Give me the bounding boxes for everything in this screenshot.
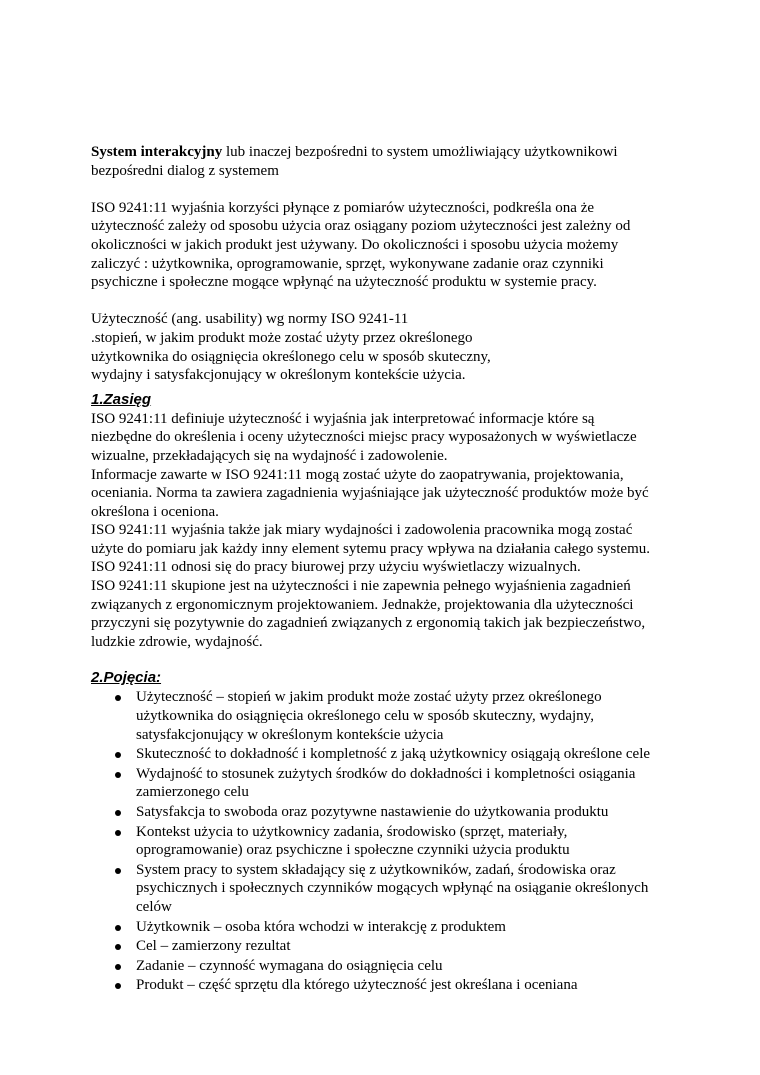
section-1-line: ISO 9241:11 skupione jest na użyteczności i nie zapewnia pełnego wyjaśnienia zagadnień xyxy=(91,578,631,595)
list-item xyxy=(91,765,681,802)
section-1-heading: 1.Zasięg xyxy=(91,390,152,408)
definition-paragraph xyxy=(91,310,681,384)
section-1-line: niezbędne do określenia i oceny użyteczności miejsc pracy wyposażonych w wyświetlacze xyxy=(91,429,637,446)
section-1-line: oceniania. Norma ta zawiera zagadnienia wyjaśniające jak użyteczność produktów może być xyxy=(91,485,649,502)
bullet-icon xyxy=(115,944,121,950)
iso-line: psychiczne i społeczne mogące wpłynąć na użyteczność produktu w systemie pracy. xyxy=(91,274,597,291)
bullet-icon xyxy=(115,868,121,874)
list-item-line: celów xyxy=(136,898,172,915)
definition-line: Użyteczność (ang. usability) wg normy ISO 9241-11 xyxy=(91,311,409,328)
bullet-icon xyxy=(115,830,121,836)
bullet-icon xyxy=(115,983,121,989)
iso-line: okoliczności w jakich produkt jest używany. Do okoliczności i sposobu użycia możemy xyxy=(91,236,619,253)
section-1-line: Informacje zawarte w ISO 9241:11 mogą zostać użyte do zaopatrywania, projektowania, xyxy=(91,466,624,483)
list-item-line: psychicznych i społecznych czynników mogących wpłynąć na osiąganie określonych xyxy=(136,880,649,897)
iso-line: użyteczność zależy od sposobu użycia oraz osiągany poziom użyteczności jest zależny od xyxy=(91,218,631,235)
list-item-line: Użytkownik – osoba która wchodzi w interakcję z produktem xyxy=(136,918,506,935)
list-item-line: oprogramowanie) oraz psychiczne i społeczne czynniki użycia produktu xyxy=(136,842,570,859)
list-item-line: zamierzonego celu xyxy=(136,784,249,801)
iso-paragraph xyxy=(91,199,681,292)
iso-line: zaliczyć : użytkownika, oprogramowanie, sprzęt, wykonywane zadanie oraz czynniki xyxy=(91,255,604,272)
intro-paragraph xyxy=(91,143,681,180)
list-item xyxy=(91,803,681,822)
list-item-line: System pracy to system składający się z użytkowników, zadań, środowiska oraz xyxy=(136,861,616,878)
list-item-line: Użyteczność – stopień w jakim produkt może zostać użyty przez określonego xyxy=(136,689,602,706)
intro-text-1: lub inaczej bezpośredni to system umożliwiający użytkownikowi xyxy=(222,144,618,160)
section-1-line: ludzkie zdrowie, wydajność. xyxy=(91,633,263,650)
bullet-icon xyxy=(115,810,121,816)
list-item-line: Satysfakcja to swoboda oraz pozytywne nastawienie do użytkowania produktu xyxy=(136,804,609,820)
section-1-line: przyczyni się pozytywnie do zagadnień związanych z ergonomią takich jak bezpieczeństwo, xyxy=(91,615,646,632)
intro-term: System interakcyjny xyxy=(91,144,223,160)
list-item xyxy=(91,918,681,937)
definition-line: wydajny i satysfakcjonujący w określonym kontekście użycia. xyxy=(91,367,466,384)
section-1-body xyxy=(91,410,681,652)
section-1-line: ISO 9241:11 definiuje użyteczność i wyjaśnia jak interpretować informacje które są xyxy=(91,410,595,427)
list-item xyxy=(91,976,681,995)
bullet-icon xyxy=(115,752,121,758)
list-item-line: Zadanie – czynność wymagana do osiągnięcia celu xyxy=(136,957,443,974)
list-item xyxy=(91,745,681,764)
section-1-line: wizualne, przekładających się na wydajność i zadowolenie. xyxy=(91,447,448,464)
intro-line-1 xyxy=(91,143,681,162)
definition-line: .stopień, w jakim produkt może zostać użyty przez określonego xyxy=(91,329,473,346)
intro-line-2: bezpośredni dialog z systemem xyxy=(91,162,279,179)
bullet-icon xyxy=(115,925,121,931)
list-item-line: Produkt – część sprzętu dla którego użyteczność jest określana i oceniana xyxy=(136,977,578,994)
section-1-line: związanych z ergonomicznym projektowaniem. Jednakże, projektowania dla użyteczności xyxy=(91,596,634,613)
list-item-line: użytkownika do osiągnięcia określonego celu w sposób skuteczny, wydajny, xyxy=(136,708,594,725)
document-body xyxy=(91,143,681,996)
section-1-line: użyte do pomiaru jak każdy inny element sytemu pracy wpływa na działania całego systemu. xyxy=(91,540,650,557)
list-item-line: Skuteczność to dokładność i kompletność z jaką użytkownicy osiągają określone cele xyxy=(136,746,651,763)
list-item-line: Wydajność to stosunek zużytych środków do dokładności i kompletności osiągania xyxy=(136,765,636,782)
list-item-line: Kontekst użycia to użytkownicy zadania, środowisko (sprzęt, materiały, xyxy=(136,823,568,840)
list-item xyxy=(91,823,681,860)
section-1-line: ISO 9241:11 wyjaśnia także jak miary wydajności i zadowolenia pracownika mogą zostać xyxy=(91,522,633,539)
iso-line: ISO 9241:11 wyjaśnia korzyści płynące z pomiarów użyteczności, podkreśla ona że xyxy=(91,199,595,216)
section-1-line: ISO 9241:11 odnosi się do pracy biurowej przy użyciu wyświetlaczy wizualnych. xyxy=(91,559,581,576)
bullet-icon xyxy=(115,772,121,778)
bullet-icon xyxy=(115,964,121,970)
list-item-line: Cel – zamierzony rezultat xyxy=(136,938,291,955)
terms-list xyxy=(91,688,681,995)
section-2-heading: 2.Pojęcia: xyxy=(91,669,162,687)
section-1-line: określona i oceniona. xyxy=(91,503,219,520)
list-item xyxy=(91,861,681,917)
list-item-line: satysfakcjonujący w określonym kontekście użycia xyxy=(136,726,444,743)
list-item xyxy=(91,937,681,956)
list-item xyxy=(91,688,681,744)
bullet-icon xyxy=(115,695,121,701)
list-item xyxy=(91,957,681,976)
definition-line: użytkownika do osiągnięcia określonego celu w sposób skuteczny, xyxy=(91,348,491,365)
